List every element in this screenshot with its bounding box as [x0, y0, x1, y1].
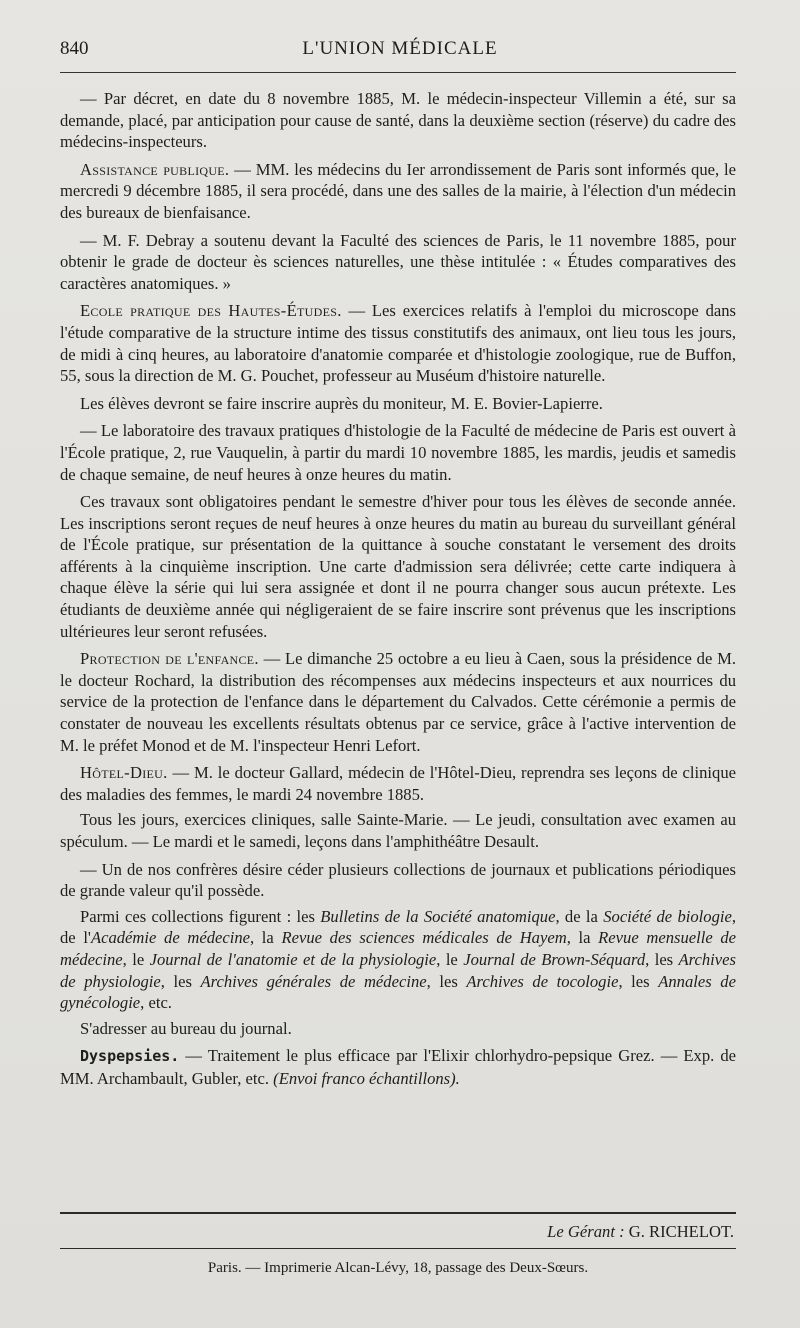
journal-title: Journal de Brown-Séquard: [463, 949, 646, 969]
page-header: [60, 38, 740, 64]
gerant-name: G. RICHELOT.: [624, 1222, 734, 1241]
paragraph-hotel-dieu: [60, 762, 736, 805]
journal-title: Archives générales de médecine: [200, 971, 427, 991]
text-run: , les: [645, 949, 679, 969]
paragraph-collections: — Un de nos confrères désire céder plusieurs collections de journaux et publications périodiques de grande valeur qu'il possède.: [60, 859, 736, 901]
paragraph-villemin: — Par décret, en date du 8 novembre 1885, M. le médecin-inspecteur Villemin a été, sur sa demande, placé, par anticipation pour cause de santé, dans la deuxième section (réserve) du cadre des médecins-inspecteurs.: [60, 89, 736, 152]
section-heading: Protection de l'enfance.: [80, 649, 259, 669]
text-run: , les: [426, 971, 467, 991]
journal-title: Annales de gynécologie: [60, 971, 736, 1013]
text-run: , etc.: [140, 993, 172, 1013]
footer-rule: [60, 1212, 736, 1214]
paragraph-collections-list: [60, 906, 736, 1014]
journal-title: Revue mensuelle de médecine: [60, 928, 737, 969]
journal-title: Société de biologie: [603, 906, 732, 926]
text-run: , de la: [555, 906, 604, 926]
journal-title: Revue des sciences médicales de Hayem: [281, 928, 567, 948]
gerant-signature: [547, 1222, 734, 1242]
text-run: , les: [618, 971, 659, 991]
running-title: L'UNION MÉDICALE: [302, 38, 498, 59]
header-rule: [60, 72, 736, 73]
text-run: , le: [122, 949, 150, 969]
page-number: 840: [60, 38, 89, 59]
paragraph-text: — M. le docteur Gallard, médecin de l'Hôtel-Dieu, reprendra ses leçons de clinique des maladies des femmes, le mardi 24 novembre 1885.: [60, 763, 736, 804]
gerant-label: Le Gérant :: [547, 1222, 625, 1241]
paragraph-cliniques: Tous les jours, exercices cliniques, salle Sainte-Marie. — Le jeudi, consultation avec examen au spéculum. — Le mardi et le samedi, leçons dans l'amphithéâtre Desault.: [60, 810, 736, 851]
text-run: , la: [250, 928, 282, 948]
footer-rule-lower: [60, 1248, 736, 1249]
printer-imprint: Paris. — Imprimerie Alcan-Lévy, 18, passage des Deux-Sœurs.: [207, 1260, 589, 1276]
journal-title: Académie de médecine: [90, 928, 250, 948]
journal-title: Journal de l'anatomie et de la physiologie: [149, 949, 437, 969]
paragraph-travaux: Ces travaux sont obligatoires pendant le semestre d'hiver pour tous les élèves de seconde année. Les inscriptions seront reçues de neuf heures à onze heures du matin au bureau du surveillant général de l'École pratique, sur présentation de la quittance à souche constatant le versement des droits afférents à la cinquième inscription. Une carte d'admission sera délivrée; cette carte indiquera à chaque élève la série qui lui sera assignée et dont il ne pourra changer sous aucun prétexte. Les étudiants de deuxième année qui négligeraient de se faire inscrire sont prévenus que les inscriptions ultérieures leur seront refusées.: [60, 492, 736, 641]
paragraph-hautes-etudes: [60, 300, 736, 386]
text-run: , de l': [60, 906, 736, 948]
paragraph-dyspepsies: [60, 1045, 736, 1089]
paragraph-adresser: S'adresser au bureau du journal.: [80, 1018, 292, 1038]
paragraph-laboratoire: — Le laboratoire des travaux pratiques d'histologie de la Faculté de médecine de Paris est ouvert à l'École pratique, 2, rue Vauquelin, à partir du mardi 10 novembre 1885, les mardis, jeudis et samedis de chaque semaine, de neuf heures à onze heures du matin.: [60, 421, 736, 484]
advert-heading: Dyspepsies.: [80, 1047, 180, 1066]
paragraph-text: — Le dimanche 25 octobre a eu lieu à Caen, sous la présidence de M. le docteur Rochard, la distribution des récompenses aux médecins inspecteurs et aux nourrices du service de la protection de l'enfance dans le département du Calvados. Cette cérémonie a permis de constater de nouveau les excellents résultats obtenus par ce service, grâce à l'active intervention de M. le préfet Monod et de M. l'inspecteur Henri Lefort.: [60, 649, 736, 755]
journal-title: Bulletins de la Société anatomique: [320, 906, 556, 926]
journal-title: Archives de physiologie: [60, 949, 736, 991]
paragraph-text: — MM. les médecins du Ier arrondissement de Paris sont informés que, le mercredi 9 décembre 1885, il sera procédé, dans une des salles de la mairie, à l'élection d'un médecin des bureaux de bienfaisance.: [60, 159, 736, 222]
text-run: Parmi ces collections figurent : les: [80, 906, 321, 926]
paragraph-text: — Les exercices relatifs à l'emploi du microscope dans l'étude comparative de la structure intime des tissus constitutifs des animaux, ont lieu tous les jours, de midi à cinq heures, au laboratoire d'anatomie comparée et d'histologie zoologique, rue de Buffon, 55, sous la direction de M. G. Pouchet, professeur au Muséum d'histoire naturelle.: [60, 301, 736, 386]
text-run: , le: [436, 949, 464, 969]
section-heading: Assistance publique.: [80, 159, 230, 179]
section-heading: Hôtel-Dieu.: [80, 763, 168, 783]
section-heading: Ecole pratique des Hautes-Études.: [80, 301, 342, 321]
paragraph-inscription: Les élèves devront se faire inscrire auprès du moniteur, M. E. Bovier-Lapierre.: [80, 393, 603, 413]
paragraph-debray: — M. F. Debray a soutenu devant la Faculté des sciences de Paris, le 11 novembre 1885, pour obtenir le grade de docteur ès sciences naturelles, une thèse intitulée : « Études comparatives des caractères anatomiques. »: [60, 230, 736, 293]
paragraph-text: — Traitement le plus efficace par l'Elixir chlorhydro-pepsique Grez. — Exp. de MM. Archambault, Gubler, etc.: [60, 1046, 736, 1088]
text-run: , les: [160, 971, 201, 991]
text-run: , la: [566, 928, 599, 948]
article-body: [60, 88, 736, 1096]
paragraph-italic: (Envoi franco échantillons).: [273, 1068, 460, 1088]
paragraph-assistance-publique: [60, 159, 736, 224]
paragraph-protection-enfance: [60, 648, 736, 756]
journal-title: Archives de tocologie: [466, 971, 619, 991]
